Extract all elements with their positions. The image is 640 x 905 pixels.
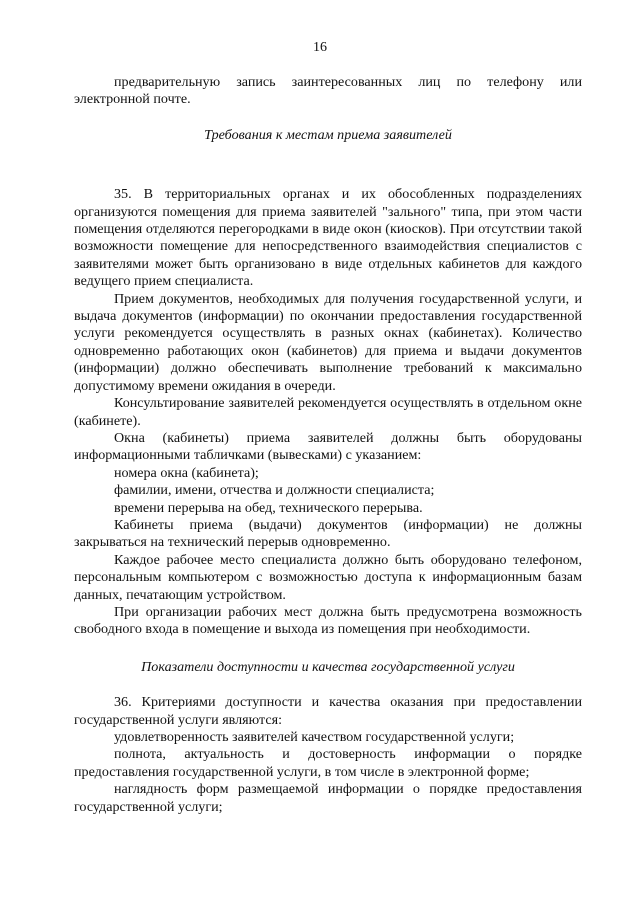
paragraph-window-signs: Окна (кабинеты) приема заявителей должны быть оборудованы информационными табличками (вывесками) с указанием: xyxy=(74,429,582,464)
section-heading-accessibility: Показатели доступности и качества государственной услуги xyxy=(141,658,515,675)
paragraph-36-intro: 36. Критериями доступности и качества оказания при предоставлении государственной услуги являются: xyxy=(74,694,582,728)
paragraph-workplace-equipment: Каждое рабочее место специалиста должно быть оборудовано телефоном, персональным компьютером с возможностью доступа к информационным базам данных, печатающим устройством. xyxy=(74,551,582,603)
paragraph-35-intro: 35. В территориальных органах и их обособленных подразделениях организуются помещения для приема заявителей "зального" типа, при этом части помещения отделяются перегородками в виде окон (киосков). При отсутствии такой возможности помещение для непосредственного взаимодействия специалистов с заявителями может быть организовано в виде отдельных кабинетов для каждого ведущего прием специалиста. xyxy=(74,186,582,290)
list-item-information-quality: полнота, актуальность и достоверность информации о порядке предоставления государственной услуги, в том числе в электронной форме; xyxy=(74,746,582,780)
section-heading-wrap xyxy=(74,659,582,676)
page-number: 16 xyxy=(313,40,327,55)
section-heading-requirements: Требования к местам приема заявителей xyxy=(204,126,452,143)
list-item-window-number: номера окна (кабинета); xyxy=(114,464,259,481)
list-item-satisfaction: удовлетворенность заявителей качеством государственной услуги; xyxy=(114,729,515,745)
paragraph-consultation: Консультирование заявителей рекомендуется осуществлять в отдельном окне (кабинете). xyxy=(74,395,582,429)
list-item-break-time: времени перерыва на обед, технического перерыва. xyxy=(114,499,423,516)
paragraph-free-access: При организации рабочих мест должна быть предусмотрена возможность свободного входа в помещение и выхода из помещения при необходимости. xyxy=(74,603,582,638)
paragraph-break-rule: Кабинеты приема (выдачи) документов (информации) не должны закрываться на технический перерыв одновременно. xyxy=(74,516,582,551)
paragraph-continuation: предварительную запись заинтересованных лиц по телефону или электронной почте. xyxy=(74,74,582,108)
section-heading-wrap xyxy=(74,127,582,144)
list-item-visual-clarity: наглядность форм размещаемой информации о порядке предоставления государственной услуги; xyxy=(74,781,582,815)
paragraph-document-reception: Прием документов, необходимых для получения государственной услуги, и выдача документов (информации) по окончании предоставления государственной услуги рекомендуется осуществлять в разных окнах (кабинетах). Количество одновременно работающих окон (кабинетов) для приема и выдачи документов (информации) должно обеспечивать выполнение требований к максимально допустимому времени ожидания в очереди. xyxy=(74,290,582,394)
list-item-specialist-name: фамилии, имени, отчества и должности специалиста; xyxy=(114,482,435,499)
document-body xyxy=(74,74,582,816)
